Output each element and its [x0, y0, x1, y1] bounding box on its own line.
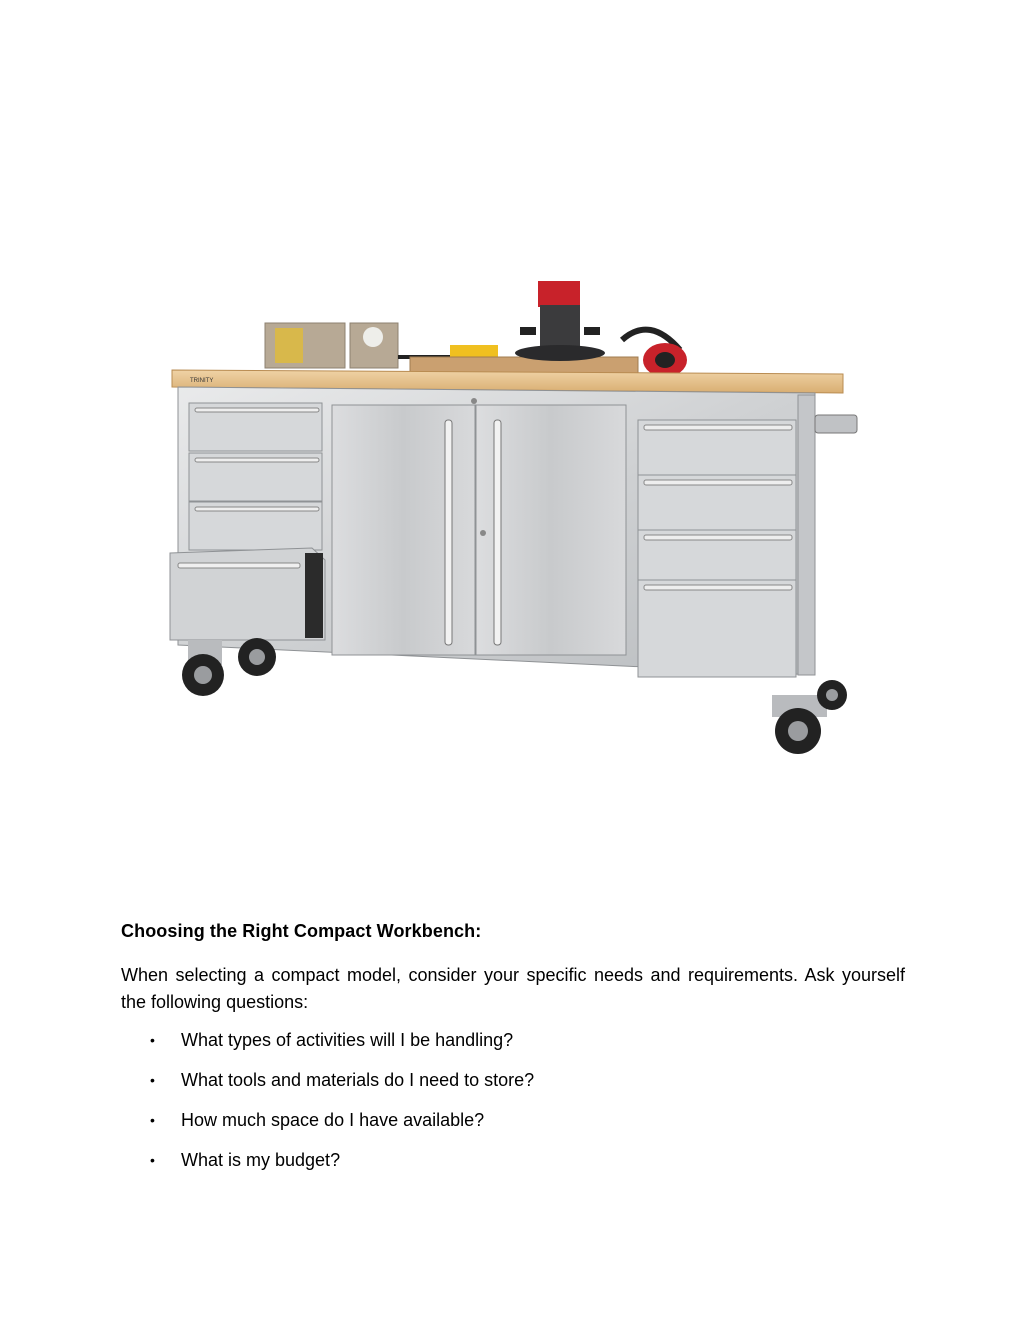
center-doors	[332, 398, 626, 655]
left-drawer-stack	[170, 403, 325, 640]
list-item	[121, 1027, 534, 1067]
list-item-text: What tools and materials do I need to store?	[181, 1070, 535, 1090]
list-item-text: How much space do I have available?	[181, 1110, 485, 1130]
bullet-icon: •	[150, 1112, 155, 1128]
workbench-image	[160, 275, 870, 765]
cabinet-side	[798, 395, 815, 675]
intro-paragraph: When selecting a compact model, consider your specific needs and requirements. Ask yourself the following questions:	[121, 965, 905, 1012]
list-item-text: What is my budget?	[181, 1150, 341, 1170]
parts-bins	[265, 323, 398, 368]
bullet-icon: •	[150, 1072, 155, 1088]
router-tool	[515, 281, 605, 361]
list-item	[121, 1067, 534, 1107]
bullet-icon: •	[150, 1032, 155, 1048]
side-handle	[815, 415, 857, 433]
list-item-text: What types of activities will I be handling?	[181, 1030, 514, 1050]
right-drawer-stack	[638, 420, 796, 677]
list-item	[121, 1107, 534, 1147]
section-heading: Choosing the Right Compact Workbench:	[121, 921, 482, 941]
list-item	[121, 1147, 534, 1187]
workbench-illustration	[160, 275, 870, 765]
logo-text: TRINITY	[190, 378, 214, 384]
bullet-icon: •	[150, 1152, 155, 1168]
question-list	[121, 1027, 534, 1187]
